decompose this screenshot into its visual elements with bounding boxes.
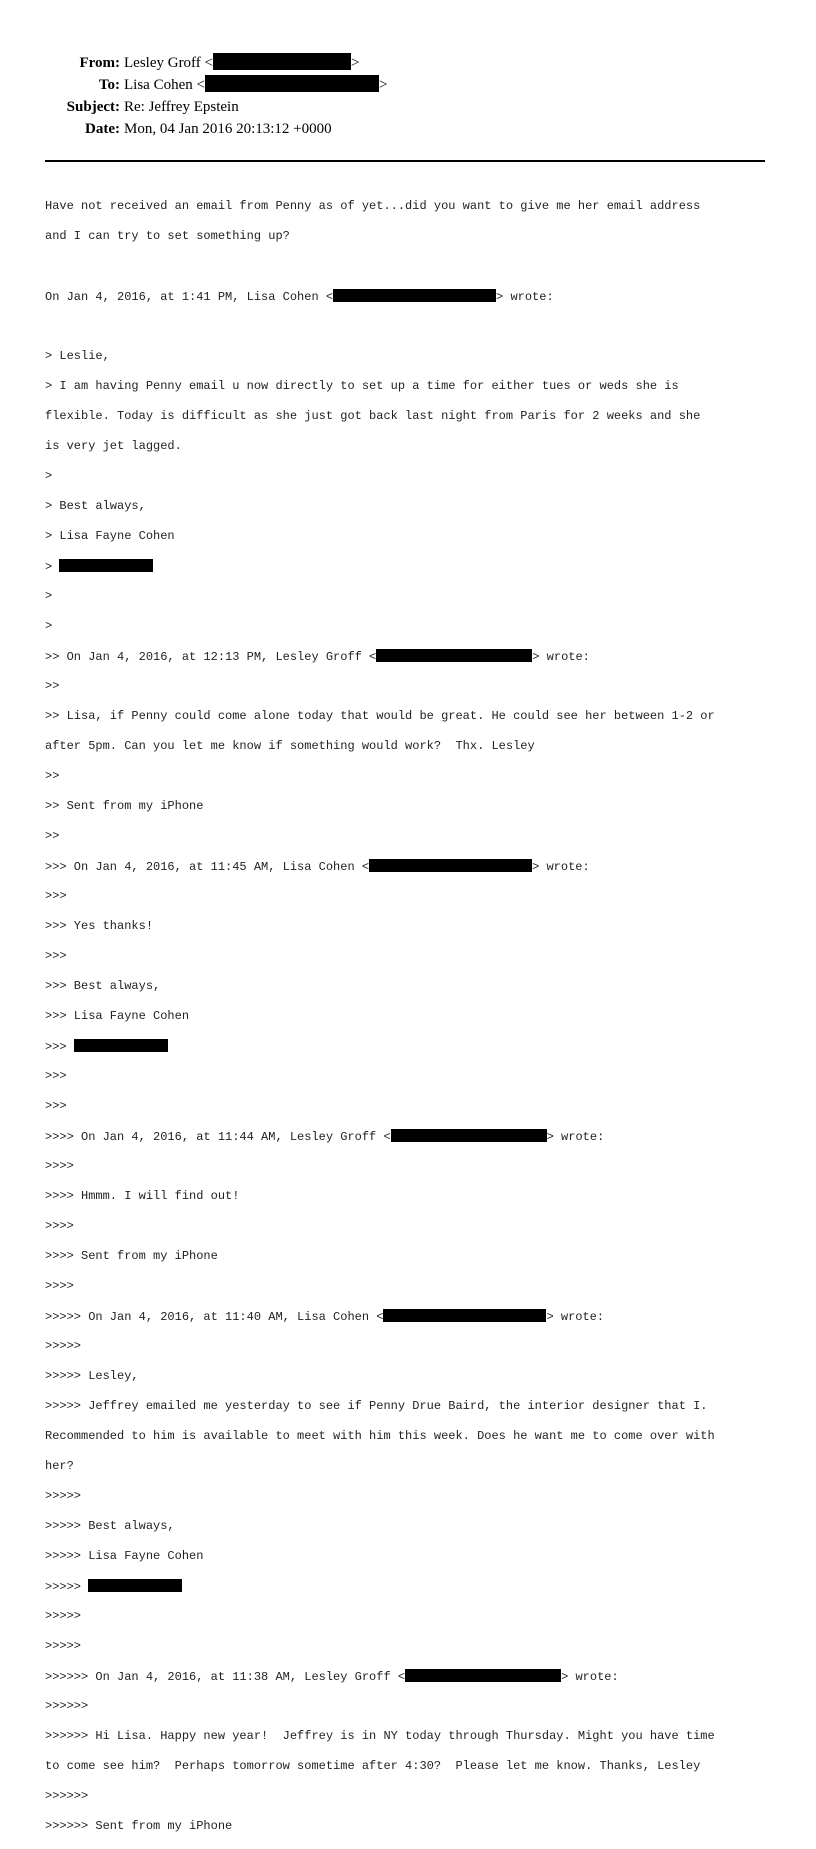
quote-header-line: >>>>>> On Jan 4, 2016, at 11:38 AM, Lesley Groff < > wrote: xyxy=(45,1670,619,1684)
body-line: > xyxy=(45,469,53,483)
redaction-bar xyxy=(391,1129,547,1142)
body-line: >>>>> xyxy=(45,1339,82,1353)
redaction-bar xyxy=(369,859,532,872)
body-line: >>>>> Lisa Fayne Cohen xyxy=(45,1549,204,1563)
quote-header-line: On Jan 4, 2016, at 1:41 PM, Lisa Cohen < > wrote: xyxy=(45,290,554,304)
body-line: after 5pm. Can you let me know if something would work? Thx. Lesley xyxy=(45,739,535,753)
subject-label: Subject: xyxy=(66,99,120,115)
body-line: >>>>> xyxy=(45,1489,82,1503)
body-line: >>> xyxy=(45,1099,67,1113)
to-row xyxy=(40,74,440,96)
body-line: >>> xyxy=(45,889,67,903)
body-line: >>>>> Best always, xyxy=(45,1519,175,1533)
body-line: >>>> xyxy=(45,1219,74,1233)
header-divider xyxy=(45,160,765,162)
body-line: >>>>> xyxy=(45,1579,780,1594)
body-line: is very jet lagged. xyxy=(45,439,182,453)
body-line: >> Lisa, if Penny could come alone today that would be great. He could see her between 1-2 or xyxy=(45,709,715,723)
body-line: >>> xyxy=(45,1039,780,1054)
blank-line xyxy=(45,319,780,334)
quote-header-line: >>> On Jan 4, 2016, at 11:45 AM, Lisa Cohen < > wrote: xyxy=(45,860,590,874)
body-line: >>>>> Lesley, xyxy=(45,1369,139,1383)
quote-header-line: >> On Jan 4, 2016, at 12:13 PM, Lesley Groff < > wrote: xyxy=(45,650,590,664)
body-line: >>> xyxy=(45,1069,67,1083)
body-line: >> xyxy=(45,769,60,783)
body-line: >>>>>> xyxy=(45,1789,89,1803)
blank-line xyxy=(45,259,780,274)
email-body xyxy=(45,184,780,1849)
from-row xyxy=(40,52,440,74)
body-line: >>>>> xyxy=(45,1639,82,1653)
quote-header-line: >>>> On Jan 4, 2016, at 11:44 AM, Lesley Groff < > wrote: xyxy=(45,1130,605,1144)
redaction-bar xyxy=(88,1579,182,1592)
to-label: To: xyxy=(98,77,120,93)
body-line: >>>> Hmmm. I will find out! xyxy=(45,1189,240,1203)
subject-value: Re: Jeffrey Epstein xyxy=(124,99,239,115)
body-line: Have not received an email from Penny as of yet...did you want to give me her email address xyxy=(45,199,701,213)
body-line: > xyxy=(45,619,53,633)
body-line: >>>>> Jeffrey emailed me yesterday to see if Penny Drue Baird, the interior designer that I. xyxy=(45,1399,708,1413)
from-label: From: xyxy=(79,55,120,71)
redaction-bar xyxy=(59,559,153,572)
from-close: > xyxy=(351,55,360,71)
body-line: > xyxy=(45,559,780,574)
body-line: her? xyxy=(45,1459,74,1473)
redaction-bar xyxy=(376,649,532,662)
redaction-bar xyxy=(205,75,379,92)
to-close: > xyxy=(378,77,388,93)
body-line: >>> Lisa Fayne Cohen xyxy=(45,1009,190,1023)
body-line: Recommended to him is available to meet with him this week. Does he want me to come over with xyxy=(45,1429,715,1443)
body-line: flexible. Today is difficult as she just got back last night from Paris for 2 weeks and she xyxy=(45,409,701,423)
body-line: > Lisa Fayne Cohen xyxy=(45,529,175,543)
to-name: Lisa Cohen < xyxy=(124,77,205,93)
body-line: >> xyxy=(45,829,60,843)
redaction-bar xyxy=(405,1669,561,1682)
body-line: > I am having Penny email u now directly to set up a time for either tues or weds she is xyxy=(45,379,679,393)
body-line: >>> Yes thanks! xyxy=(45,919,154,933)
email-header xyxy=(40,52,440,140)
body-line: >>>>>> Sent from my iPhone xyxy=(45,1819,233,1833)
body-line: >>>> Sent from my iPhone xyxy=(45,1249,218,1263)
body-line: to come see him? Perhaps tomorrow sometime after 4:30? Please let me know. Thanks, Lesley xyxy=(45,1759,701,1773)
body-line: and I can try to set something up? xyxy=(45,229,290,243)
body-line: >>>> xyxy=(45,1279,74,1293)
subject-row xyxy=(40,96,440,118)
body-line: > xyxy=(45,589,53,603)
from-name: Lesley Groff < xyxy=(124,55,213,71)
redaction-bar xyxy=(333,289,496,302)
date-value: Mon, 04 Jan 2016 20:13:12 +0000 xyxy=(124,121,332,137)
redaction-bar xyxy=(213,53,351,70)
redaction-bar xyxy=(74,1039,168,1052)
body-line: >>>>> xyxy=(45,1609,82,1623)
body-line: >>> xyxy=(45,949,67,963)
body-line: >>>> xyxy=(45,1159,74,1173)
body-line: >>>>>> Hi Lisa. Happy new year! Jeffrey is in NY today through Thursday. Might you have time xyxy=(45,1729,715,1743)
date-label: Date: xyxy=(85,121,120,137)
body-line: >>>>>> xyxy=(45,1699,89,1713)
body-line: >> xyxy=(45,679,60,693)
body-line: > Best always, xyxy=(45,499,146,513)
date-row xyxy=(40,118,440,140)
quote-header-line: >>>>> On Jan 4, 2016, at 11:40 AM, Lisa Cohen < > wrote: xyxy=(45,1310,605,1324)
body-line: > Leslie, xyxy=(45,349,110,363)
body-line: >>> Best always, xyxy=(45,979,161,993)
redaction-bar xyxy=(383,1309,546,1322)
body-line: >> Sent from my iPhone xyxy=(45,799,204,813)
